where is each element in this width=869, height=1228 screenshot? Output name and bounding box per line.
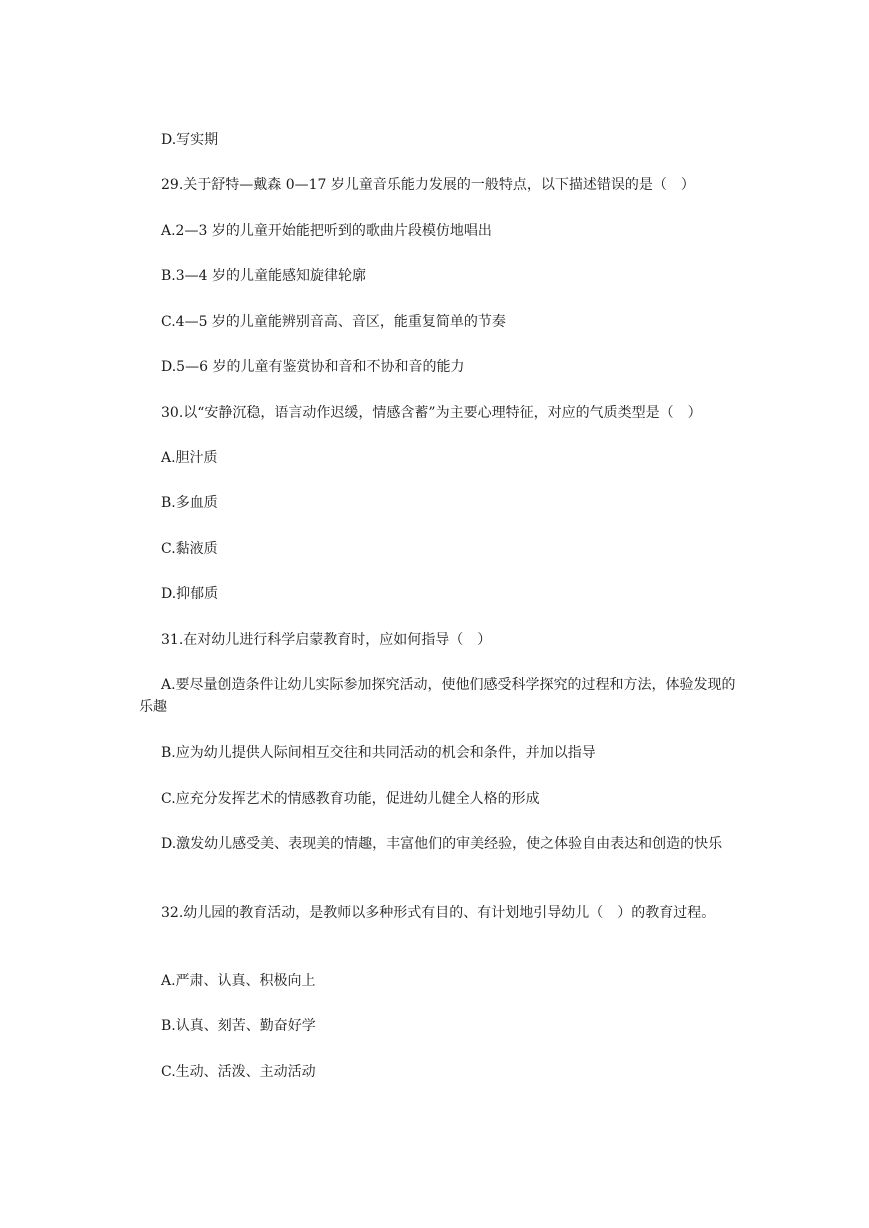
q30-option-d: D.抑郁质 — [161, 586, 219, 602]
q31-option-b: B.应为幼儿提供人际间相互交往和共同活动的机会和条件，并加以指导 — [161, 745, 596, 761]
q30-option-c: C.黏液质 — [161, 541, 218, 557]
q31-option-a: A.要尽量创造条件让幼儿实际参加探究活动，使他们感受科学探究的过程和方法，体验发现的乐趣 — [139, 677, 736, 715]
q30-option-a: A.胆汁质 — [161, 450, 218, 466]
q29-option-a: A.2—3 岁的儿童开始能把听到的歌曲片段模仿地唱出 — [161, 223, 492, 239]
q31-option-c: C.应充分发挥艺术的情感教育功能，促进幼儿健全人格的形成 — [161, 791, 540, 807]
q29-option-d: D.5—6 岁的儿童有鉴赏协和音和不协和音的能力 — [161, 359, 465, 375]
q32-stem: 32.幼儿园的教育活动，是教师以多种形式有目的、有计划地引导幼儿（ ）的教育过程。 — [161, 905, 716, 921]
q30-option-b: B.多血质 — [161, 495, 218, 511]
q31-stem: 31.在对幼儿进行科学启蒙教育时，应如何指导（ ） — [161, 632, 492, 648]
q31-option-d: D.激发幼儿感受美、表现美的情趣，丰富他们的审美经验，使之体验自由表达和创造的快乐 — [161, 836, 723, 852]
q29-stem: 29.关于舒特—戴森 0—17 岁儿童音乐能力发展的一般特点，以下描述错误的是（ ） — [161, 177, 695, 193]
q32-option-a: A.严肃、认真、积极向上 — [161, 973, 316, 989]
q29-option-b: B.3—4 岁的儿童能感知旋律轮廓 — [161, 268, 367, 284]
q28-option-d: D.写实期 — [161, 132, 219, 148]
q29-option-c: C.4—5 岁的儿童能辨别音高、音区，能重复简单的节奏 — [161, 314, 506, 330]
q32-option-c: C.生动、活泼、主动活动 — [161, 1064, 316, 1080]
q32-option-b: B.认真、刻苦、勤奋好学 — [161, 1018, 316, 1034]
q30-stem: 30.以“安静沉稳，语言动作迟缓，情感含蓄”为主要心理特征，对应的气质类型是（ ） — [161, 405, 702, 421]
